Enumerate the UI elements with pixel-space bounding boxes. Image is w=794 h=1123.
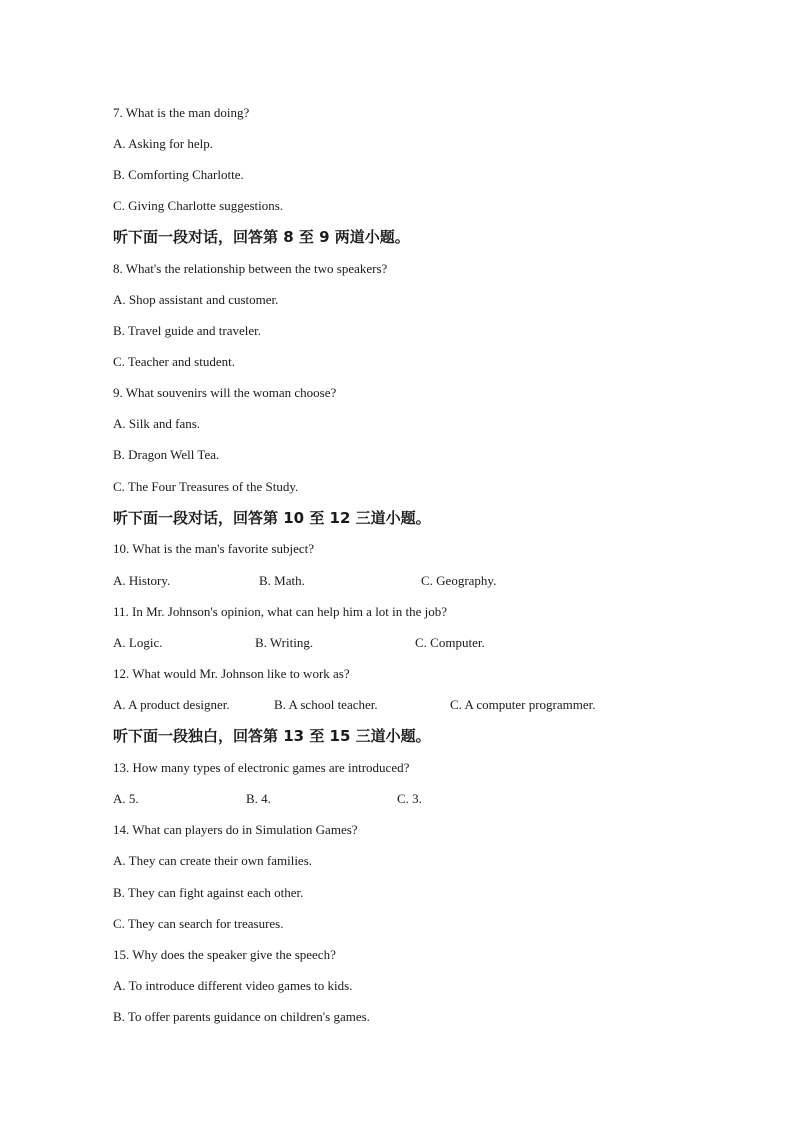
q7-option-b: B. Comforting Charlotte.	[113, 167, 244, 182]
q10-option-a: A. History.	[113, 573, 171, 588]
q14-option-a: A. They can create their own families.	[113, 853, 313, 868]
q11-option-c: C. Computer.	[415, 635, 485, 650]
question-7: 7. What is the man doing?	[113, 105, 250, 120]
q11-option-a: A. Logic.	[113, 635, 163, 650]
section-heading-8-9: 听下面一段对话，回答第 8 至 9 两道小题。	[113, 228, 410, 246]
q11-option-b: B. Writing.	[255, 635, 314, 650]
q9-option-b: B. Dragon Well Tea.	[113, 447, 220, 462]
question-11: 11. In Mr. Johnson's opinion, what can help him a lot in the job?	[113, 604, 448, 619]
q10-option-b: B. Math.	[259, 573, 305, 588]
q12-option-c: C. A computer programmer.	[450, 697, 596, 712]
q13-option-b: B. 4.	[246, 791, 271, 806]
q14-option-b: B. They can fight against each other.	[113, 885, 304, 900]
q12-option-a: A. A product designer.	[113, 697, 230, 712]
q9-option-c: C. The Four Treasures of the Study.	[113, 479, 299, 494]
q7-option-c: C. Giving Charlotte suggestions.	[113, 198, 284, 213]
q10-option-c: C. Geography.	[421, 573, 497, 588]
question-9: 9. What souvenirs will the woman choose?	[113, 385, 337, 400]
question-12: 12. What would Mr. Johnson like to work as?	[113, 666, 350, 681]
q14-option-c: C. They can search for treasures.	[113, 916, 284, 931]
q13-option-a: A. 5.	[113, 791, 139, 806]
q9-option-a: A. Silk and fans.	[113, 416, 201, 431]
q8-option-c: C. Teacher and student.	[113, 354, 235, 369]
section-heading-10-12: 听下面一段对话，回答第 10 至 12 三道小题。	[113, 509, 431, 527]
question-14: 14. What can players do in Simulation Games?	[113, 822, 358, 837]
section-heading-13-15: 听下面一段独白，回答第 13 至 15 三道小题。	[113, 727, 431, 745]
q8-option-b: B. Travel guide and traveler.	[113, 323, 262, 338]
q7-option-a: A. Asking for help.	[113, 136, 214, 151]
q8-option-a: A. Shop assistant and customer.	[113, 292, 279, 307]
q15-option-a: A. To introduce different video games to kids.	[113, 978, 353, 993]
question-8: 8. What's the relationship between the two speakers?	[113, 261, 388, 276]
question-13: 13. How many types of electronic games are introduced?	[113, 760, 410, 775]
q13-option-c: C. 3.	[397, 791, 422, 806]
question-10: 10. What is the man's favorite subject?	[113, 541, 315, 556]
q12-option-b: B. A school teacher.	[274, 697, 378, 712]
question-15: 15. Why does the speaker give the speech?	[113, 947, 336, 962]
q15-option-b: B. To offer parents guidance on children's games.	[113, 1009, 370, 1024]
